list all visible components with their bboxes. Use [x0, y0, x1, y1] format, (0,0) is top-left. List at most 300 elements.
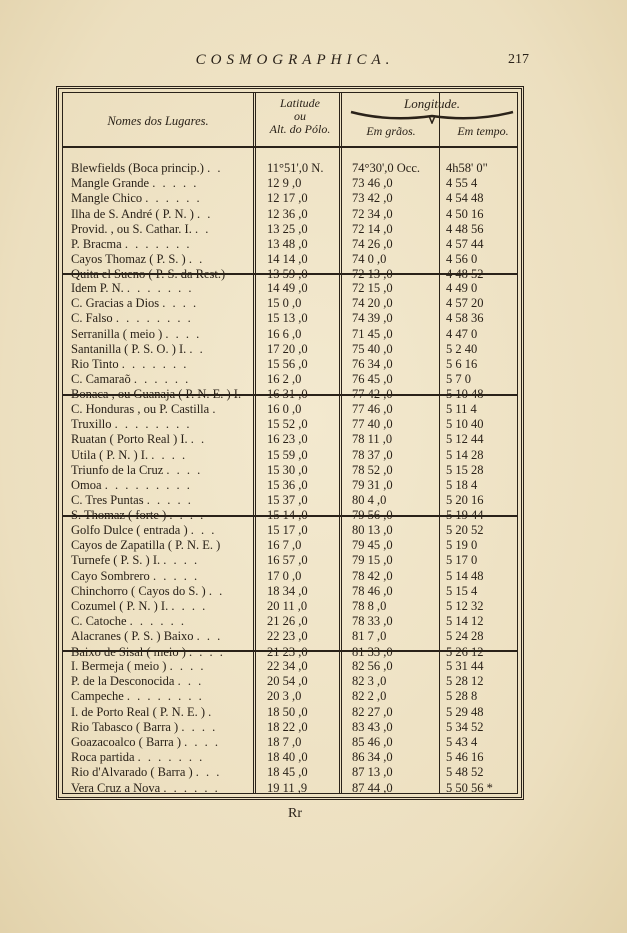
latitude-value: 12 17 ,0	[267, 191, 308, 206]
longitude-time-value: 4h58' 0"	[446, 161, 488, 175]
longitude-degrees-value: 79 31 ,0	[352, 478, 393, 492]
leader-dots: . . . . . . .	[126, 281, 194, 295]
table-row	[63, 402, 517, 417]
leader-dots: . . . .	[181, 719, 218, 734]
latitude-value: 13 48 ,0	[267, 237, 308, 251]
longitude-degrees-value: 82 3 ,0	[352, 674, 387, 689]
place-name-text: Santanilla ( P. S. O. ) I.	[71, 341, 187, 356]
header-latitude-line3: Alt. do Pólo.	[269, 122, 331, 136]
leader-dots: . . . .	[165, 326, 202, 341]
place-name-text: Quita el Sueno ( P. S. da Rest.)	[71, 267, 226, 282]
place-name-text: Bonaca , ou Guanaja ( P. N. E. ) I.	[71, 387, 242, 402]
longitude-degrees-value: 87 13 ,0	[352, 765, 393, 780]
longitude-time-value: 5 34 52	[446, 719, 484, 734]
header-em-graos: Em grãos.	[366, 124, 416, 138]
place-name-text: Chinchorro ( Cayos do S. )	[71, 583, 206, 598]
leader-dots: . . . . . . .	[137, 750, 205, 765]
leader-dots: . . .	[177, 674, 204, 689]
place-name	[71, 674, 257, 689]
latitude-value: 15 0 ,0	[267, 296, 302, 311]
table-row	[63, 417, 517, 432]
longitude-degrees-value: 80 4 ,0	[352, 493, 387, 508]
place-name-text: Rio d'Alvarado ( Barra )	[71, 765, 193, 780]
longitude-degrees-value: 78 8 ,0	[352, 599, 387, 613]
place-name	[71, 478, 257, 493]
longitude-time-value: 5 20 16	[446, 493, 484, 508]
place-name-text: P. Bracma	[71, 237, 122, 251]
place-name-text: C. Tres Puntas	[71, 493, 144, 508]
place-name-text: Cozumel ( P. N. ) I.	[71, 599, 169, 613]
leader-dots: . . . .	[189, 644, 225, 659]
place-name-text: Golfo Dulce ( entrada )	[71, 523, 188, 537]
place-name-text: C. Catoche	[71, 614, 127, 629]
place-name-text: Cayos Thomaz ( P. S. )	[71, 252, 186, 267]
place-name	[71, 569, 257, 584]
table-row	[63, 372, 517, 387]
longitude-degrees-value: 82 2 ,0	[352, 689, 387, 704]
place-name-text: Mangle Grande	[71, 176, 150, 191]
latitude-value: 13 59 ,0	[267, 267, 308, 282]
latitude-value: 22 23 ,0	[267, 629, 308, 644]
running-title: COSMOGRAPHICA.	[195, 52, 395, 68]
latitude-value: 16 7 ,0	[267, 538, 302, 553]
longitude-time-value: 5 17 0	[446, 553, 478, 568]
place-name	[71, 417, 257, 432]
latitude-value: 18 45 ,0	[267, 765, 308, 780]
longitude-time-value: 5 46 16	[446, 750, 484, 765]
place-name	[71, 584, 257, 599]
place-name-text: C. Camaraõ	[71, 372, 131, 387]
latitude-value: 20 11 ,0	[267, 599, 308, 613]
place-name	[71, 327, 257, 342]
table-row	[63, 508, 517, 523]
latitude-value: 11°51',0 N.	[267, 161, 324, 175]
place-name	[71, 448, 257, 463]
longitude-time-value: 5 48 52	[446, 765, 484, 780]
longitude-degrees-value: 74 0 ,0	[352, 252, 387, 267]
latitude-value: 16 23 ,0	[267, 432, 308, 447]
leader-dots: . . . . . . .	[124, 237, 192, 251]
longitude-time-value: 5 20 52	[446, 523, 484, 537]
longitude-time-value: 5 18 4	[446, 478, 478, 492]
place-name	[71, 720, 257, 735]
leader-dots: .	[212, 402, 218, 416]
longitude-degrees-value: 73 42 ,0	[352, 191, 393, 206]
leader-dots: . . . . . . .	[121, 357, 189, 371]
longitude-degrees-value: 77 40 ,0	[352, 417, 393, 432]
longitude-degrees-value: 78 33 ,0	[352, 614, 393, 629]
table-row	[63, 448, 517, 463]
brace-ornament	[349, 110, 515, 124]
longitude-degrees-value: 78 11 ,0	[352, 432, 393, 447]
table-row	[63, 523, 517, 538]
longitude-degrees-value: 72 34 ,0	[352, 206, 393, 221]
longitude-degrees-value: 81 7 ,0	[352, 629, 387, 644]
longitude-time-value: 4 57 44	[446, 237, 484, 251]
place-name	[71, 176, 257, 191]
longitude-degrees-value: 83 43 ,0	[352, 719, 393, 734]
latitude-value: 18 34 ,0	[267, 583, 308, 598]
latitude-value: 21 23 ,0	[267, 644, 308, 659]
header-longitude: Longitude.	[404, 96, 460, 111]
leader-dots: . . . . . . . . .	[104, 478, 192, 492]
table-row	[63, 765, 517, 780]
place-name-text: Turnefe ( P. S. ) I.	[71, 553, 161, 568]
place-name-text: C. Gracias a Dios	[71, 296, 160, 311]
leader-dots: . . . .	[169, 659, 206, 673]
header-latitude	[260, 97, 340, 136]
longitude-degrees-value: 72 15 ,0	[352, 281, 393, 295]
longitude-degrees-value: 77 42 ,0	[352, 387, 393, 402]
longitude-degrees-value: 76 45 ,0	[352, 372, 393, 387]
leader-dots: . . . . . .	[133, 372, 191, 387]
latitude-value: 19 11 ,9	[267, 780, 308, 795]
leader-dots: . . . . . . . .	[115, 311, 193, 326]
header-latitude-line2: ou	[294, 109, 306, 123]
table-row	[63, 357, 517, 372]
longitude-time-value: 5 14 48	[446, 568, 484, 583]
place-name-text: Truxillo	[71, 417, 112, 432]
longitude-time-value: 5 19 0	[446, 538, 478, 553]
longitude-time-value: 5 11 4	[446, 402, 477, 416]
longitude-degrees-value: 81 33 ,0	[352, 644, 393, 659]
table-body	[62, 92, 518, 794]
place-name-text: I. Bermeja ( meio )	[71, 659, 167, 673]
longitude-time-value: 5 12 32	[446, 599, 484, 613]
longitude-time-value: 5 50 56 *	[446, 780, 493, 795]
longitude-time-value: 5 7 0	[446, 372, 471, 387]
latitude-value: 17 0 ,0	[267, 568, 302, 583]
longitude-time-value: 5 24 28	[446, 629, 484, 644]
place-name	[71, 523, 257, 538]
place-name-text: C. Falso	[71, 311, 113, 326]
leader-dots: . .	[189, 341, 205, 356]
leader-dots: . . .	[195, 765, 222, 780]
place-name-text: I. de Porto Real ( P. N. E. )	[71, 704, 206, 719]
place-name	[71, 357, 257, 372]
longitude-time-value: 5 6 16	[446, 357, 478, 371]
table-row	[63, 750, 517, 765]
leader-dots: . . . . . .	[129, 614, 187, 629]
latitude-value: 15 37 ,0	[267, 493, 308, 508]
place-name-text: Mangle Chico	[71, 191, 143, 206]
longitude-time-value: 5 14 12	[446, 614, 484, 629]
table-row	[63, 463, 517, 478]
table-row	[63, 599, 517, 614]
latitude-value: 13 25 ,0	[267, 221, 308, 236]
latitude-value: 16 0 ,0	[267, 402, 302, 416]
leader-dots: . . . .	[151, 447, 188, 462]
longitude-degrees-value: 76 34 ,0	[352, 357, 393, 371]
place-name-text: Triunfo de la Cruz	[71, 462, 164, 477]
longitude-degrees-value: 74 39 ,0	[352, 311, 393, 326]
place-name	[71, 463, 257, 478]
longitude-degrees-value: 74°30',0 Occ.	[352, 161, 420, 175]
longitude-time-value: 4 49 0	[446, 281, 478, 295]
longitude-time-value: 4 57 20	[446, 296, 484, 311]
leader-dots: . . . .	[166, 462, 203, 477]
table-row	[63, 342, 517, 357]
longitude-time-value: 4 50 16	[446, 206, 484, 221]
leader-dots: . . . . .	[146, 493, 193, 508]
table-row	[63, 689, 517, 704]
place-name-text: Rio Tabasco ( Barra )	[71, 719, 179, 734]
latitude-value: 18 22 ,0	[267, 719, 308, 734]
place-name	[71, 252, 257, 267]
longitude-time-value: 5 14 28	[446, 447, 484, 462]
table-row	[63, 176, 517, 191]
leader-dots: . .	[190, 432, 207, 447]
place-name	[71, 538, 257, 553]
table-row	[63, 432, 517, 447]
place-name	[71, 281, 257, 296]
longitude-degrees-value: 87 44 ,0	[352, 780, 393, 795]
table-row	[63, 478, 517, 493]
longitude-time-value: 5 10 48	[446, 387, 484, 402]
longitude-time-value: 5 15 4	[446, 583, 478, 598]
latitude-value: 14 14 ,0	[267, 252, 308, 267]
leader-dots: . . . . . . . .	[126, 689, 204, 704]
table-row	[63, 222, 517, 237]
table-row	[63, 207, 517, 222]
table-row	[63, 629, 517, 644]
table-row	[63, 735, 517, 750]
longitude-degrees-value: 78 52 ,0	[352, 462, 393, 477]
longitude-degrees-value: 80 13 ,0	[352, 523, 393, 537]
table-row	[63, 614, 517, 629]
longitude-degrees-value: 79 45 ,0	[352, 538, 393, 553]
table-row	[63, 645, 517, 660]
latitude-value: 14 49 ,0	[267, 281, 308, 295]
table-row	[63, 387, 517, 402]
longitude-time-value: 5 28 12	[446, 674, 484, 689]
place-name	[71, 191, 257, 206]
place-name-text: Campeche	[71, 689, 124, 704]
place-name-text: Blewfields (Boca princip.)	[71, 161, 204, 175]
table-row	[63, 584, 517, 599]
longitude-degrees-value: 82 56 ,0	[352, 659, 393, 673]
table-row	[63, 191, 517, 206]
table-row	[63, 538, 517, 553]
place-name-text: Roca partida	[71, 750, 135, 765]
longitude-degrees-value: 72 13 ,0	[352, 267, 393, 282]
latitude-value: 15 59 ,0	[267, 447, 308, 462]
longitude-degrees-value: 79 56 ,0	[352, 508, 393, 523]
place-name-text: C. Honduras , ou P. Castilla	[71, 402, 210, 416]
leader-dots: . . . . . .	[145, 191, 202, 206]
leader-dots: . .	[208, 583, 225, 598]
place-name-text: Idem P. N.	[71, 281, 124, 295]
place-name-text: Goazacoalco ( Barra )	[71, 735, 181, 749]
place-name-text: Utila ( P. N. ) I.	[71, 447, 149, 462]
header-names: Nomes dos Lugares.	[107, 114, 209, 128]
place-name	[71, 765, 257, 780]
place-name	[71, 432, 257, 447]
place-name	[71, 207, 257, 222]
place-name	[71, 402, 257, 417]
place-name	[71, 311, 257, 326]
place-name	[71, 629, 257, 644]
leader-dots: . . . . . .	[163, 780, 220, 795]
leader-dots: . . . . .	[152, 176, 199, 191]
leader-dots: . . . .	[162, 296, 199, 311]
latitude-value: 15 30 ,0	[267, 462, 308, 477]
latitude-value: 21 26 ,0	[267, 614, 308, 629]
latitude-value: 12 9 ,0	[267, 176, 302, 191]
place-name	[71, 705, 257, 720]
table-row	[63, 781, 517, 796]
longitude-time-value: 5 10 40	[446, 417, 484, 432]
place-name-text: Vera Cruz a Nova	[71, 780, 161, 795]
table-row	[63, 705, 517, 720]
place-name	[71, 659, 257, 674]
place-name	[71, 508, 257, 523]
place-name	[71, 735, 257, 750]
table-row	[63, 296, 517, 311]
latitude-value: 15 52 ,0	[267, 417, 308, 432]
place-name	[71, 222, 257, 237]
leader-dots: . .	[194, 221, 211, 236]
longitude-time-value: 4 58 36	[446, 311, 484, 326]
latitude-value: 15 14 ,0	[267, 508, 308, 523]
table-row	[63, 161, 517, 176]
latitude-value: 15 56 ,0	[267, 357, 308, 371]
place-name	[71, 493, 257, 508]
place-name	[71, 387, 257, 402]
longitude-degrees-value: 74 20 ,0	[352, 296, 393, 311]
table-row	[63, 252, 517, 267]
leader-dots: . . . . .	[152, 568, 200, 583]
longitude-degrees-value: 72 14 ,0	[352, 221, 393, 236]
place-name-text: Cayo Sombrero	[71, 568, 150, 583]
place-name	[71, 750, 257, 765]
place-name-text: Provid. , ou S. Cathar. I.	[71, 221, 192, 236]
leader-dots: . . . .	[163, 553, 200, 568]
leader-dots: . . .	[196, 629, 223, 644]
place-name	[71, 553, 257, 568]
place-name-text: Cayos de Zapatilla ( P. N. E. )	[71, 538, 221, 553]
latitude-value: 16 2 ,0	[267, 372, 302, 387]
latitude-value: 17 20 ,0	[267, 341, 308, 356]
header-rule	[63, 146, 517, 148]
longitude-degrees-value: 82 27 ,0	[352, 704, 393, 719]
leader-dots: . .	[197, 206, 213, 221]
place-name	[71, 237, 257, 252]
header-em-tempo: Em tempo.	[457, 124, 509, 138]
longitude-degrees-value: 73 46 ,0	[352, 176, 393, 191]
place-name-text: Serranilla ( meio )	[71, 326, 163, 341]
longitude-degrees-value: 75 40 ,0	[352, 341, 393, 356]
longitude-time-value: 5 12 44	[446, 432, 484, 447]
place-name-text: Ilha de S. André ( P. N. )	[71, 206, 194, 221]
table-row	[63, 237, 517, 252]
longitude-degrees-value: 78 42 ,0	[352, 568, 393, 583]
longitude-time-value: 5 19 44	[446, 508, 484, 523]
place-name-text: Ruatan ( Porto Real ) I.	[71, 432, 188, 447]
place-name-text: S. Thomaz ( forte )	[71, 508, 167, 523]
place-name	[71, 614, 257, 629]
longitude-time-value: 4 47 0	[446, 326, 478, 341]
latitude-value: 15 13 ,0	[267, 311, 308, 326]
table-row	[63, 674, 517, 689]
longitude-degrees-value: 71 45 ,0	[352, 326, 393, 341]
longitude-time-value: 4 54 48	[446, 191, 484, 206]
table-row	[63, 659, 517, 674]
place-name	[71, 342, 257, 357]
latitude-value: 15 36 ,0	[267, 478, 308, 492]
place-name	[71, 161, 257, 176]
latitude-value: 18 7 ,0	[267, 735, 302, 749]
place-name-text: Alacranes ( P. S. ) Baixo	[71, 629, 194, 644]
leader-dots: . . . .	[171, 599, 208, 613]
latitude-value: 20 54 ,0	[267, 674, 308, 689]
latitude-value: 18 50 ,0	[267, 704, 308, 719]
latitude-value: 20 3 ,0	[267, 689, 302, 704]
longitude-time-value: 4 55 4	[446, 176, 478, 191]
longitude-time-value: 5 2 40	[446, 341, 478, 356]
leader-dots: . . . .	[169, 508, 206, 523]
longitude-time-value: 4 56 0	[446, 252, 478, 267]
table-row	[63, 327, 517, 342]
table-row	[63, 493, 517, 508]
place-name	[71, 781, 257, 796]
coordinates-table	[56, 86, 524, 800]
longitude-time-value: 5 28 8	[446, 689, 478, 704]
leader-dots: . . .	[190, 523, 217, 537]
longitude-time-value: 5 26 12	[446, 644, 484, 659]
longitude-time-value: 4 48 52	[446, 267, 484, 282]
place-name-text: Omoa	[71, 478, 102, 492]
leader-dots: .	[208, 704, 214, 719]
place-name	[71, 599, 257, 614]
longitude-time-value: 5 29 48	[446, 704, 484, 719]
leader-dots: . .	[188, 252, 205, 267]
place-name-text: P. de la Desconocida	[71, 674, 175, 689]
table-row	[63, 569, 517, 584]
longitude-time-value: 4 48 56	[446, 221, 484, 236]
place-name-text: Baixo de Sisal ( meio )	[71, 644, 186, 659]
longitude-degrees-value: 78 37 ,0	[352, 447, 393, 462]
header-latitude-line1: Latitude	[279, 96, 320, 110]
longitude-degrees-value: 79 15 ,0	[352, 553, 393, 568]
place-name	[71, 689, 257, 704]
leader-dots: . .	[207, 161, 223, 175]
longitude-degrees-value: 85 46 ,0	[352, 735, 393, 749]
latitude-value: 22 34 ,0	[267, 659, 308, 673]
latitude-value: 12 36 ,0	[267, 206, 308, 221]
leader-dots: . . . .	[184, 735, 220, 749]
longitude-degrees-value: 74 26 ,0	[352, 237, 393, 251]
place-name	[71, 645, 257, 660]
leader-dots: . . . . . . . .	[114, 417, 192, 432]
table-row	[63, 311, 517, 326]
place-name-text: Rio Tinto	[71, 357, 119, 371]
longitude-time-value: 5 43 4	[446, 735, 478, 749]
signature-mark: Rr	[288, 806, 302, 821]
longitude-time-value: 5 15 28	[446, 462, 484, 477]
latitude-value: 15 17 ,0	[267, 523, 308, 537]
place-name	[71, 296, 257, 311]
table-row	[63, 553, 517, 568]
longitude-time-value: 5 31 44	[446, 659, 484, 673]
latitude-value: 16 6 ,0	[267, 326, 302, 341]
table-row	[63, 720, 517, 735]
latitude-value: 18 40 ,0	[267, 750, 308, 765]
latitude-value: 16 57 ,0	[267, 553, 308, 568]
longitude-degrees-value: 78 46 ,0	[352, 583, 393, 598]
latitude-value: 16 31 ,0	[267, 387, 308, 402]
place-name	[71, 372, 257, 387]
